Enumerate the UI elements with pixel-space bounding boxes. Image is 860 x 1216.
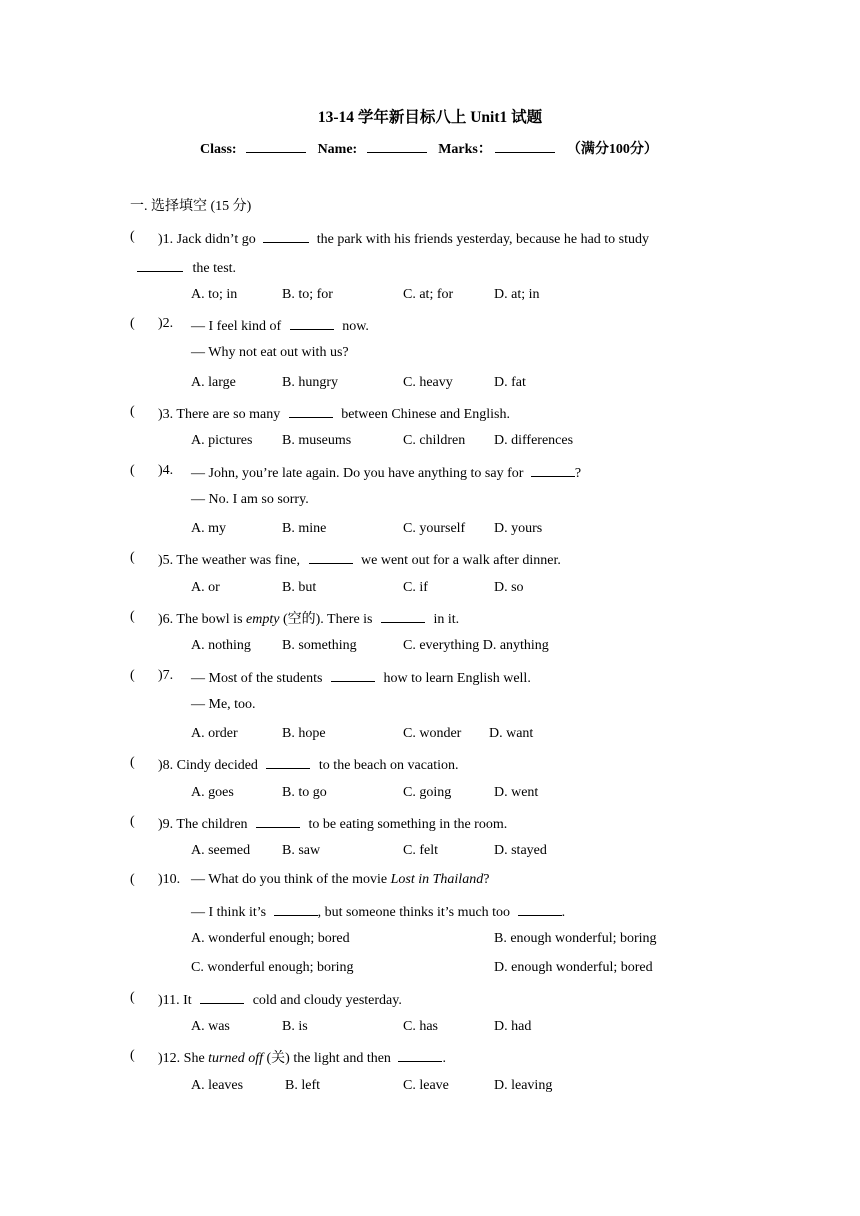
option-d[interactable]: D. differences	[494, 433, 574, 448]
option-a[interactable]: A. seemed	[191, 843, 251, 858]
question-stem: — Most of the students how to learn English well.	[191, 666, 531, 689]
answer-paren: (	[130, 609, 135, 624]
fill-blank[interactable]	[309, 548, 353, 564]
option-d[interactable]: D. want	[489, 726, 534, 741]
option-a[interactable]: A. goes	[191, 785, 234, 800]
class-blank[interactable]	[246, 138, 306, 153]
class-label: Class:	[200, 142, 237, 157]
question-dialogue-reply: — Me, too.	[191, 697, 256, 712]
option-a[interactable]: A. leaves	[191, 1078, 244, 1093]
option-c[interactable]: C. at; for	[403, 287, 454, 302]
answer-paren: (	[130, 229, 135, 244]
option-a[interactable]: A. my	[191, 521, 226, 536]
question-dialogue-reply: — Why not eat out with us?	[191, 345, 349, 360]
question-stem: — I feel kind of now.	[191, 314, 369, 337]
option-a[interactable]: A. large	[191, 375, 236, 390]
answer-paren: (	[130, 316, 135, 331]
option-c-d[interactable]: C. everything D. anything	[403, 638, 549, 653]
question-stem-cont: the test.	[137, 256, 236, 279]
fill-blank[interactable]	[531, 461, 575, 477]
option-c[interactable]: C. felt	[403, 843, 438, 858]
option-d[interactable]: D. leaving	[494, 1078, 553, 1093]
fill-blank[interactable]	[518, 900, 562, 916]
question-number: )2.	[158, 316, 174, 331]
question-stem: )1. Jack didn’t go the park with his friends yesterday, because he had to study	[158, 227, 649, 250]
name-blank[interactable]	[367, 138, 427, 153]
fill-blank[interactable]	[256, 812, 300, 828]
option-c[interactable]: C. wonderful enough; boring	[191, 960, 354, 975]
option-b[interactable]: B. but	[282, 580, 317, 595]
option-b[interactable]: B. mine	[282, 521, 327, 536]
answer-paren: (	[130, 404, 135, 419]
option-c[interactable]: C. yourself	[403, 521, 466, 536]
question-stem: )9. The children to be eating something in the room.	[158, 812, 507, 835]
answer-paren: (	[130, 814, 135, 829]
option-d[interactable]: D. yours	[494, 521, 543, 536]
question-stem: )12. She turned off (关) the light and then .	[158, 1046, 446, 1069]
option-b[interactable]: B. is	[282, 1019, 308, 1034]
option-d[interactable]: D. fat	[494, 375, 526, 390]
question-stem: )11. It cold and cloudy yesterday.	[158, 988, 402, 1011]
answer-paren: (	[130, 463, 135, 478]
fill-blank[interactable]	[398, 1046, 442, 1062]
option-b[interactable]: B. something	[282, 638, 357, 653]
fill-blank[interactable]	[266, 753, 310, 769]
option-b[interactable]: B. to go	[282, 785, 327, 800]
option-a[interactable]: A. order	[191, 726, 238, 741]
option-b[interactable]: B. enough wonderful; boring	[494, 931, 657, 946]
question-stem: )3. There are so many between Chinese and English.	[158, 402, 510, 425]
fill-blank[interactable]	[290, 314, 334, 330]
option-a[interactable]: A. wonderful enough; bored	[191, 931, 350, 946]
page-title: 13-14 学年新目标八上 Unit1 试题	[317, 109, 543, 126]
option-a[interactable]: A. was	[191, 1019, 230, 1034]
fill-blank[interactable]	[381, 607, 425, 623]
option-c[interactable]: C. heavy	[403, 375, 453, 390]
option-d[interactable]: D. stayed	[494, 843, 547, 858]
option-c[interactable]: C. children	[403, 433, 466, 448]
question-dialogue-reply: — I think it’s , but someone thinks it’s much too .	[191, 900, 565, 923]
answer-paren: (	[130, 755, 135, 770]
answer-paren: (	[130, 990, 135, 1005]
option-d[interactable]: D. at; in	[494, 287, 540, 302]
fill-blank[interactable]	[274, 900, 318, 916]
question-number: )10.	[158, 872, 181, 887]
question-stem: )6. The bowl is empty (空的). There is in it.	[158, 607, 459, 630]
fill-blank[interactable]	[200, 988, 244, 1004]
question-stem: — What do you think of the movie Lost in Thailand?	[191, 872, 490, 887]
answer-paren: (	[130, 550, 135, 565]
option-b[interactable]: B. museums	[282, 433, 352, 448]
option-a[interactable]: A. to; in	[191, 287, 238, 302]
question-stem: — John, you’re late again. Do you have anything to say for ?	[191, 461, 581, 484]
option-c[interactable]: C. going	[403, 785, 452, 800]
name-label: Name:	[317, 142, 358, 157]
question-stem: )5. The weather was fine, we went out for a walk after dinner.	[158, 548, 561, 571]
option-b[interactable]: B. to; for	[282, 287, 333, 302]
section-heading: 一. 选择填空 (15 分)	[130, 199, 252, 214]
fill-blank[interactable]	[331, 666, 375, 682]
marks-label: Marks：	[438, 142, 492, 157]
question-number: )4.	[158, 463, 174, 478]
option-c[interactable]: C. wonder	[403, 726, 462, 741]
marks-blank[interactable]	[495, 138, 555, 153]
question-number: )7.	[158, 668, 174, 683]
option-b[interactable]: B. hungry	[282, 375, 338, 390]
answer-paren: (	[130, 872, 135, 887]
option-c[interactable]: C. leave	[403, 1078, 449, 1093]
question-dialogue-reply: — No. I am so sorry.	[191, 492, 309, 507]
answer-paren: (	[130, 1048, 135, 1063]
option-b[interactable]: B. left	[285, 1078, 320, 1093]
answer-paren: (	[130, 668, 135, 683]
option-b[interactable]: B. hope	[282, 726, 326, 741]
fill-blank[interactable]	[263, 227, 309, 243]
fill-blank[interactable]	[137, 256, 183, 272]
option-a[interactable]: A. nothing	[191, 638, 251, 653]
full-score-note: （满分100分）	[566, 142, 658, 157]
option-d[interactable]: D. had	[494, 1019, 532, 1034]
option-d[interactable]: D. went	[494, 785, 539, 800]
question-stem: )8. Cindy decided to the beach on vacation.	[158, 753, 458, 776]
option-d[interactable]: D. enough wonderful; bored	[494, 960, 653, 975]
option-a[interactable]: A. pictures	[191, 433, 253, 448]
option-c[interactable]: C. if	[403, 580, 428, 595]
option-a[interactable]: A. or	[191, 580, 220, 595]
fill-blank[interactable]	[289, 402, 333, 418]
option-d[interactable]: D. so	[494, 580, 524, 595]
option-b[interactable]: B. saw	[282, 843, 321, 858]
student-info-row	[200, 138, 658, 158]
option-c[interactable]: C. has	[403, 1019, 438, 1034]
